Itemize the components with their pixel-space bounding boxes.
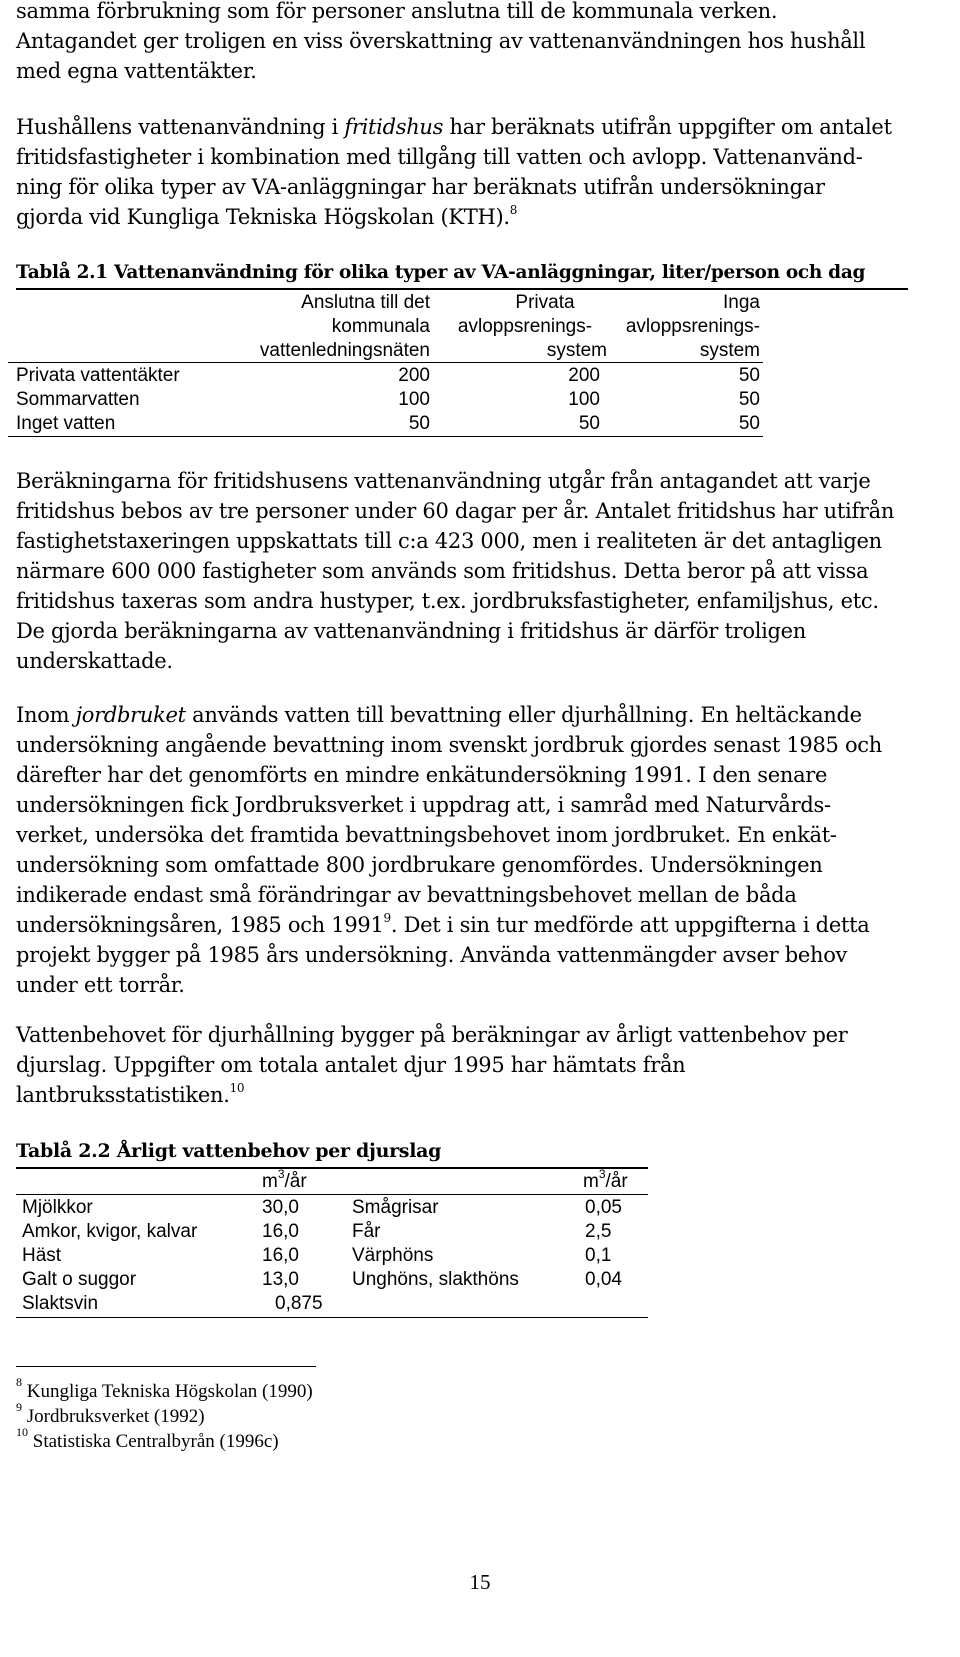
table1-top-rule (16, 288, 908, 290)
table1-caption: Tablå 2.1 Vattenanvändning för olika typer av VA-anläggningar, liter/person och dag (16, 262, 866, 283)
animal-value: 0,875 (275, 1293, 323, 1314)
unit-text: m (583, 1171, 599, 1192)
animal-label: Mjölkkor (22, 1197, 93, 1218)
footnote-number: 8 (16, 1374, 22, 1389)
footnote-number: 9 (16, 1399, 22, 1414)
text-line: därefter har det genomförts en mindre enkätundersökning 1991. I den senare (16, 763, 828, 787)
row-value: 200 (398, 365, 430, 386)
jordbruk-paragraph (16, 700, 951, 1000)
footnote-ref[interactable]: 10 (229, 1081, 245, 1095)
emphasis-text: fritidshus (344, 115, 444, 139)
footnote (16, 1424, 279, 1453)
table2-top-rule (16, 1167, 648, 1169)
footnote-separator (16, 1366, 316, 1367)
text-line (16, 112, 951, 142)
intro-paragraph (16, 0, 951, 86)
animal-label: Värphöns (352, 1245, 434, 1266)
table2-header-rule (16, 1194, 648, 1195)
row-value: 100 (568, 389, 600, 410)
animal-label: Amkor, kvigor, kalvar (22, 1221, 198, 1242)
row-value: 50 (408, 413, 430, 434)
text-span: lantbruksstatistiken. (16, 1083, 230, 1107)
header-line: kommunala (331, 316, 430, 337)
header-line: Inga (723, 292, 760, 313)
text-line: djurslag. Uppgifter om totala antalet djur 1995 har hämtats från (16, 1053, 686, 1077)
animal-value: 30,0 (262, 1197, 299, 1218)
animal-value: 16,0 (262, 1245, 299, 1266)
text-line: ning för olika typer av VA-anläggningar har beräknats utifrån undersökningar (16, 175, 825, 199)
text-line (16, 202, 951, 232)
text-line: fritidsfastigheter i kombination med tillgång till vatten och avlopp. Vattenanvänd- (16, 145, 863, 169)
animal-label: Häst (22, 1245, 62, 1266)
footnote-text: Jordbruksverket (1992) (26, 1406, 205, 1427)
emphasis-text: jordbruket (75, 703, 186, 727)
table1-header-col2 (440, 291, 610, 363)
row-label: Sommarvatten (16, 389, 140, 410)
text-line: under ett torrår. (16, 973, 185, 997)
table1-header-col1 (200, 291, 430, 363)
footnote (16, 1399, 205, 1428)
header-line: system (546, 340, 607, 361)
footnote-text: Statistiska Centralbyrån (1996c) (32, 1431, 279, 1452)
table2-unit-right (583, 1166, 628, 1194)
animal-label: Smågrisar (352, 1197, 439, 1218)
text-line: Vattenbehovet för djurhållning bygger på beräkningar av årligt vattenbehov per (16, 1023, 848, 1047)
row-value: 200 (568, 365, 600, 386)
table1-header-col3 (610, 291, 760, 363)
text-line: De gjorda beräkningarna av vattenanvändning i fritidshus är därför troligen (16, 619, 807, 643)
table2-caption: Tablå 2.2 Årligt vattenbehov per djurslag (16, 1140, 442, 1162)
unit-sup: 3 (598, 1166, 606, 1181)
text-span: har beräknats utifrån uppgifter om antalet (443, 115, 892, 139)
text-line: fritidshus bebos av tre personer under 60 dagar per år. Antalet fritidshus har utifrån (16, 499, 895, 523)
page-number: 15 (469, 1570, 491, 1594)
text-span: Inom (16, 703, 76, 727)
text-line: närmare 600 000 fastigheter som används som fritidshus. Detta beror på att vissa (16, 559, 869, 583)
animal-value: 0,05 (585, 1197, 622, 1218)
row-value: 100 (398, 389, 430, 410)
text-line: Antagandet ger troligen en viss överskattning av vattenanvändningen hos hushåll (16, 29, 866, 53)
header-line: avloppsrenings- (625, 316, 760, 337)
djur-paragraph (16, 1020, 951, 1110)
footnote-text: Kungliga Tekniska Högskolan (1990) (26, 1381, 313, 1402)
row-label: Privata vattentäkter (16, 365, 180, 386)
fritidshus-paragraph (16, 112, 951, 232)
animal-label: Får (352, 1221, 381, 1242)
unit-text: m (262, 1171, 278, 1192)
header-line: system (699, 340, 760, 361)
text-line: undersökning angående bevattning inom svenskt jordbruk gjordes senast 1985 och (16, 733, 882, 757)
animal-value: 0,04 (585, 1269, 622, 1290)
text-line: undersökning som omfattade 800 jordbrukare genomfördes. Undersökningen (16, 853, 823, 877)
animal-value: 2,5 (585, 1221, 612, 1242)
row-value: 50 (738, 413, 760, 434)
animal-label: Slaktsvin (22, 1293, 99, 1314)
text-span: används vatten till bevattning eller djurhållning. En heltäckande (185, 703, 862, 727)
footnote-ref[interactable]: 8 (509, 203, 518, 217)
row-value: 50 (738, 365, 760, 386)
text-line: med egna vattentäkter. (16, 59, 257, 83)
text-line: verket, undersöka det framtida bevattningsbehovet inom jordbruket. En enkät- (16, 823, 837, 847)
animal-value: 16,0 (262, 1221, 299, 1242)
unit-sup: 3 (277, 1166, 285, 1181)
header-line: Privata (515, 292, 575, 313)
animal-label: Unghöns, slakthöns (352, 1269, 519, 1290)
text-line (16, 910, 951, 940)
text-span: gjorda vid Kungliga Tekniska Högskolan (KTH). (16, 205, 510, 229)
animal-label: Galt o suggor (22, 1269, 137, 1290)
text-span: Hushållens vattenanvändning i (16, 115, 345, 139)
text-line: fritidshus taxeras som andra hustyper, t.ex. jordbruksfastigheter, enfamiljshus, etc. (16, 589, 879, 613)
header-line: Anslutna till det (301, 292, 430, 313)
text-span: . Det i sin tur medförde att uppgifterna i detta (390, 913, 870, 937)
text-span: undersökningsåren, 1985 och 1991 (16, 913, 384, 937)
text-line (16, 700, 951, 730)
table1-bottom-rule (8, 436, 763, 437)
footnote-number: 10 (16, 1424, 28, 1439)
text-line: fastighetstaxeringen uppskattats till c:a 423 000, men i realiteten är det antagligen (16, 529, 882, 553)
animal-value: 13,0 (262, 1269, 299, 1290)
text-line: Beräkningarna för fritidshusens vattenanvändning utgår från antagandet att varje (16, 469, 871, 493)
row-label: Inget vatten (16, 413, 116, 434)
table2-unit-left (262, 1166, 307, 1194)
footnote-ref[interactable]: 9 (383, 911, 391, 925)
text-line: indikerade endast små förändringar av bevattningsbehovet mellan de båda (16, 883, 797, 907)
text-line (16, 1080, 951, 1110)
row-value: 50 (578, 413, 600, 434)
header-line: vattenledningsnäten (259, 340, 430, 361)
text-line: samma förbrukning som för personer anslutna till de kommunala verken. (16, 0, 778, 23)
berakning-paragraph (16, 466, 951, 676)
header-line: avloppsrenings- (457, 316, 593, 337)
unit-text: /år (605, 1171, 628, 1192)
text-line: underskattade. (16, 649, 173, 673)
text-line: undersökningen fick Jordbruksverket i uppdrag att, i samråd med Naturvårds- (16, 793, 831, 817)
table2-bottom-rule (16, 1317, 648, 1318)
table1-header-rule (8, 362, 763, 363)
footnote (16, 1374, 313, 1403)
text-line: projekt bygger på 1985 års undersökning. Använda vattenmängder avser behov (16, 943, 848, 967)
unit-text: /år (284, 1171, 307, 1192)
row-value: 50 (738, 389, 760, 410)
animal-value: 0,1 (585, 1245, 612, 1266)
